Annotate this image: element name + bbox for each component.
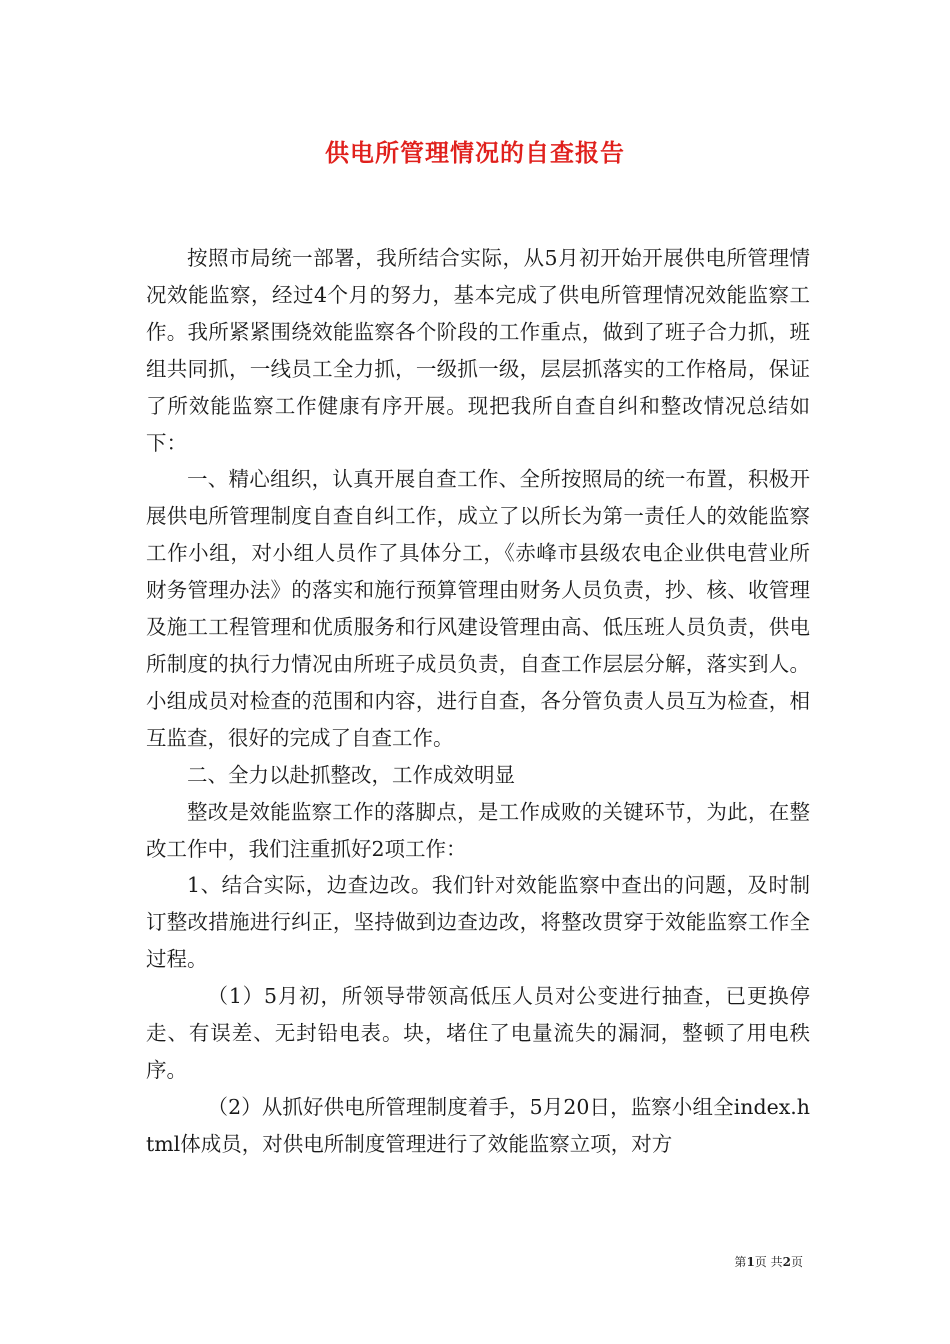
paragraph-rectification: 整改是效能监察工作的落脚点，是工作成败的关键环节，为此，在整改工作中，我们注重抓好2项工作：	[146, 799, 810, 861]
footer-prefix: 第	[734, 1255, 747, 1269]
paragraph-subitem-2: （2）从抓好供电所管理制度着手，5月20日，监察小组全index.html体成员，对供电所制度管理进行了效能监察立项，对方	[146, 1094, 810, 1156]
page-number-footer	[734, 1253, 803, 1270]
document-body	[146, 240, 810, 1163]
footer-current-page: 1	[746, 1255, 755, 1269]
document-title: 供电所管理情况的自查报告	[325, 139, 625, 167]
footer-suffix: 页	[790, 1255, 803, 1269]
footer-middle: 页 共	[754, 1255, 783, 1269]
paragraph-subitem-1: （1）5月初，所领导带领高低压人员对公变进行抽查，已更换停走、有误差、无封铅电表。块，堵住了电量流失的漏洞，整顿了用电秩序。	[146, 984, 810, 1082]
footer-total-pages: 2	[782, 1255, 791, 1269]
paragraph-section-1: 一、精心组织，认真开展自查工作、全所按照局的统一布置，积极开展供电所管理制度自查自纠工作，成立了以所长为第一责任人的效能监察工作小组，对小组人员作了具体分工，《赤峰市县级农电企业供电营业所财务管理办法》的落实和施行预算管理由财务人员负责，抄、核、收管理及施工工程管理和优质服务和行风建设管理由高、低压班人员负责，供电所制度的执行力情况由所班子成员负责，自查工作层层分解，落实到人。小组成员对检查的范围和内容，进行自查，各分管负责人员互为检查，相互监查，很好的完成了自查工作。	[146, 467, 810, 750]
paragraph-section-2-heading: 二、全力以赴抓整改，工作成效明显	[187, 762, 515, 787]
paragraph-intro: 按照市局统一部署，我所结合实际，从5月初开始开展供电所管理情况效能监察，经过4个月的努力，基本完成了供电所管理情况效能监察工作。我所紧紧围绕效能监察各个阶段的工作重点，做到了班子合力抓，班组共同抓，一线员工全力抓，一级抓一级，层层抓落实的工作格局，保证了所效能监察工作健康有序开展。现把我所自查自纠和整改情况总结如下：	[146, 246, 810, 455]
paragraph-item-1: 1、结合实际，边查边改。我们针对效能监察中查出的问题，及时制订整改措施进行纠正，坚持做到边查边改，将整改贯穿于效能监察工作全过程。	[146, 873, 810, 972]
